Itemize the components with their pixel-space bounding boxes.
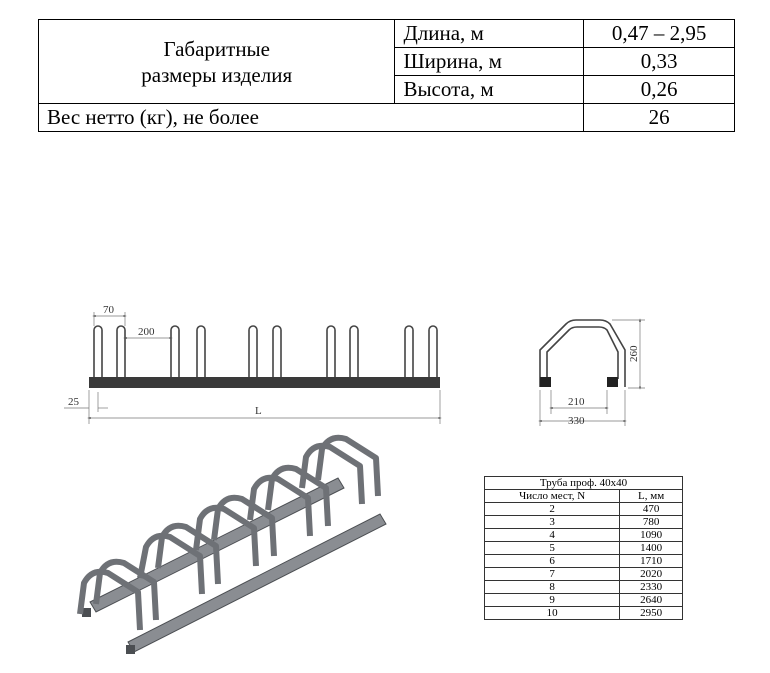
length-cell: 2640 [620, 594, 683, 607]
upright-9 [405, 326, 413, 377]
length-value: 0,47 – 2,95 [584, 20, 735, 48]
tube-table-title: Труба проф. 40х40 [485, 477, 683, 490]
iso-hoops [80, 438, 378, 630]
dim-l: L [255, 405, 262, 417]
dim-330: 330 [568, 415, 585, 427]
side-base-left [540, 377, 551, 387]
side-view [540, 320, 645, 427]
col-places-header: Число мест, N [485, 490, 620, 503]
upright-7 [327, 326, 335, 377]
col-length-header: L, мм [620, 490, 683, 503]
upright-8 [350, 326, 358, 377]
dim-200: 200 [138, 326, 155, 338]
iso-rail-end-back [82, 608, 91, 617]
spec-row-weight [39, 104, 735, 132]
side-base-right [607, 377, 618, 387]
dim-70: 70 [103, 304, 114, 316]
front-dimensions [64, 312, 440, 424]
tube-table-title-row [485, 477, 683, 490]
iso-hoop-8 [268, 468, 328, 526]
iso-rail-back [90, 478, 344, 612]
upright-2 [117, 326, 125, 377]
weight-label: Вес нетто (кг), не более [39, 104, 584, 132]
width-value: 0,33 [584, 48, 735, 76]
places-cell: 9 [485, 594, 620, 607]
specification-table [38, 19, 735, 132]
height-value: 0,26 [584, 76, 735, 104]
length-cell: 2020 [620, 568, 683, 581]
places-cell: 5 [485, 542, 620, 555]
places-cell: 10 [485, 607, 620, 620]
iso-rail-front [128, 514, 386, 652]
upright-3 [171, 326, 179, 377]
table-row [485, 503, 683, 516]
iso-hoop-7 [250, 478, 310, 536]
length-cell: 2950 [620, 607, 683, 620]
iso-rail-end-front [126, 645, 135, 654]
weight-value: 26 [584, 104, 735, 132]
iso-hoop-6 [214, 498, 274, 556]
isometric-view [80, 438, 386, 654]
front-view [64, 304, 440, 424]
table-row [485, 555, 683, 568]
tube-length-table [484, 476, 683, 620]
length-cell: 1400 [620, 542, 683, 555]
height-label: Высота, м [395, 76, 584, 104]
spec-row-length [39, 20, 735, 48]
table-row [485, 607, 683, 620]
upright-4 [197, 326, 205, 377]
table-row [485, 542, 683, 555]
upright-6 [273, 326, 281, 377]
dimensions-label-line1: Габаритные [163, 36, 270, 61]
side-dimensions [540, 320, 645, 426]
upright-10 [429, 326, 437, 377]
places-cell: 3 [485, 516, 620, 529]
length-cell: 1090 [620, 529, 683, 542]
table-row [485, 581, 683, 594]
table-row [485, 594, 683, 607]
length-label: Длина, м [395, 20, 584, 48]
places-cell: 2 [485, 503, 620, 516]
upright-5 [249, 326, 257, 377]
length-cell: 2330 [620, 581, 683, 594]
iso-hoop-5 [196, 508, 256, 566]
iso-hoop-10 [318, 438, 378, 496]
width-label: Ширина, м [395, 48, 584, 76]
iso-hoop-9 [302, 446, 362, 504]
table-row [485, 529, 683, 542]
iso-hoop-3 [140, 536, 202, 594]
dim-210: 210 [568, 396, 585, 408]
table-row [485, 516, 683, 529]
length-cell: 780 [620, 516, 683, 529]
iso-hoop-4 [158, 526, 218, 584]
dimensions-label [39, 20, 395, 104]
places-cell: 4 [485, 529, 620, 542]
base-bar [89, 377, 440, 388]
places-cell: 6 [485, 555, 620, 568]
iso-hoop-2 [96, 562, 156, 620]
side-hoop-outer [540, 320, 625, 387]
length-cell: 1710 [620, 555, 683, 568]
table-row [485, 568, 683, 581]
length-cell: 470 [620, 503, 683, 516]
tube-table-header [485, 490, 683, 503]
dimensions-label-line2: размеры изделия [141, 62, 293, 87]
dim-25: 25 [68, 396, 79, 408]
iso-hoop-1 [80, 572, 140, 630]
upright-1 [94, 326, 102, 377]
uprights [94, 326, 437, 377]
places-cell: 8 [485, 581, 620, 594]
side-hoop-inner [547, 327, 618, 379]
dim-260: 260 [628, 345, 640, 362]
places-cell: 7 [485, 568, 620, 581]
